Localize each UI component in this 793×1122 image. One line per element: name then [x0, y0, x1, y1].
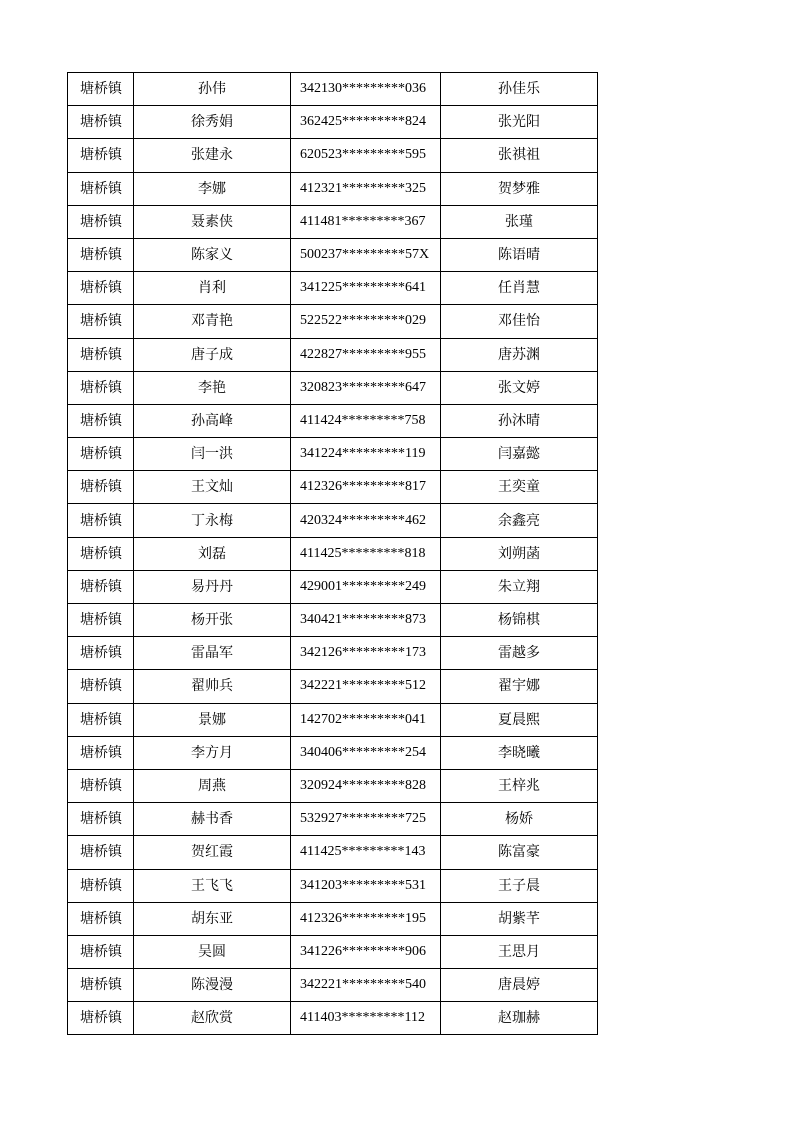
- town-cell: 塘桥镇: [68, 305, 134, 338]
- applicant-name-cell: 肖利: [134, 272, 291, 305]
- table-row: [68, 371, 598, 404]
- town-cell: 塘桥镇: [68, 836, 134, 869]
- table-row: [68, 172, 598, 205]
- table-row: [68, 471, 598, 504]
- town-cell: 塘桥镇: [68, 670, 134, 703]
- town-cell: 塘桥镇: [68, 769, 134, 802]
- child-name-cell: 王思月: [441, 935, 598, 968]
- table-row: [68, 504, 598, 537]
- id-number-cell: 411481*********367: [291, 205, 441, 238]
- table-row: [68, 73, 598, 106]
- applicant-name-cell: 赵欣赏: [134, 1002, 291, 1035]
- child-name-cell: 朱立翔: [441, 570, 598, 603]
- town-cell: 塘桥镇: [68, 1002, 134, 1035]
- table-row: [68, 404, 598, 437]
- table-row: [68, 338, 598, 371]
- town-cell: 塘桥镇: [68, 338, 134, 371]
- id-number-cell: 342221*********512: [291, 670, 441, 703]
- town-cell: 塘桥镇: [68, 238, 134, 271]
- applicant-name-cell: 吴圆: [134, 935, 291, 968]
- town-cell: 塘桥镇: [68, 604, 134, 637]
- child-name-cell: 张瑾: [441, 205, 598, 238]
- child-name-cell: 王奕童: [441, 471, 598, 504]
- applicant-name-cell: 陈家义: [134, 238, 291, 271]
- roster-table-body: [68, 73, 598, 1035]
- child-name-cell: 孙沐晴: [441, 404, 598, 437]
- child-name-cell: 孙佳乐: [441, 73, 598, 106]
- child-name-cell: 陈语晴: [441, 238, 598, 271]
- table-row: [68, 537, 598, 570]
- child-name-cell: 张文婷: [441, 371, 598, 404]
- town-cell: 塘桥镇: [68, 902, 134, 935]
- child-name-cell: 陈富豪: [441, 836, 598, 869]
- town-cell: 塘桥镇: [68, 637, 134, 670]
- child-name-cell: 邓佳怡: [441, 305, 598, 338]
- id-number-cell: 320823*********647: [291, 371, 441, 404]
- applicant-name-cell: 徐秀娟: [134, 106, 291, 139]
- applicant-name-cell: 王飞飞: [134, 869, 291, 902]
- applicant-name-cell: 贺红霞: [134, 836, 291, 869]
- table-row: [68, 139, 598, 172]
- child-name-cell: 任肖慧: [441, 272, 598, 305]
- town-cell: 塘桥镇: [68, 471, 134, 504]
- applicant-name-cell: 丁永梅: [134, 504, 291, 537]
- id-number-cell: 342126*********173: [291, 637, 441, 670]
- table-row: [68, 935, 598, 968]
- child-name-cell: 雷越多: [441, 637, 598, 670]
- table-row: [68, 670, 598, 703]
- child-name-cell: 张光阳: [441, 106, 598, 139]
- table-row: [68, 703, 598, 736]
- town-cell: 塘桥镇: [68, 969, 134, 1002]
- town-cell: 塘桥镇: [68, 205, 134, 238]
- table-row: [68, 902, 598, 935]
- applicant-name-cell: 闫一洪: [134, 438, 291, 471]
- applicant-name-cell: 易丹丹: [134, 570, 291, 603]
- applicant-name-cell: 唐子成: [134, 338, 291, 371]
- child-name-cell: 杨娇: [441, 803, 598, 836]
- applicant-name-cell: 赫书香: [134, 803, 291, 836]
- table-row: [68, 570, 598, 603]
- town-cell: 塘桥镇: [68, 935, 134, 968]
- id-number-cell: 429001*********249: [291, 570, 441, 603]
- town-cell: 塘桥镇: [68, 736, 134, 769]
- child-name-cell: 张祺祖: [441, 139, 598, 172]
- id-number-cell: 362425*********824: [291, 106, 441, 139]
- id-number-cell: 142702*********041: [291, 703, 441, 736]
- id-number-cell: 411424*********758: [291, 404, 441, 437]
- applicant-name-cell: 周燕: [134, 769, 291, 802]
- child-name-cell: 胡紫芊: [441, 902, 598, 935]
- table-row: [68, 869, 598, 902]
- table-row: [68, 238, 598, 271]
- id-number-cell: 420324*********462: [291, 504, 441, 537]
- id-number-cell: 620523*********595: [291, 139, 441, 172]
- id-number-cell: 340406*********254: [291, 736, 441, 769]
- id-number-cell: 412321*********325: [291, 172, 441, 205]
- table-row: [68, 604, 598, 637]
- table-row: [68, 438, 598, 471]
- town-cell: 塘桥镇: [68, 272, 134, 305]
- applicant-name-cell: 孙伟: [134, 73, 291, 106]
- roster-table: [67, 72, 598, 1035]
- table-row: [68, 1002, 598, 1035]
- child-name-cell: 闫嘉懿: [441, 438, 598, 471]
- town-cell: 塘桥镇: [68, 404, 134, 437]
- applicant-name-cell: 雷晶军: [134, 637, 291, 670]
- child-name-cell: 刘朔菡: [441, 537, 598, 570]
- id-number-cell: 411425*********143: [291, 836, 441, 869]
- applicant-name-cell: 邓青艳: [134, 305, 291, 338]
- child-name-cell: 王子晨: [441, 869, 598, 902]
- table-row: [68, 736, 598, 769]
- id-number-cell: 411425*********818: [291, 537, 441, 570]
- child-name-cell: 唐苏渊: [441, 338, 598, 371]
- town-cell: 塘桥镇: [68, 139, 134, 172]
- town-cell: 塘桥镇: [68, 570, 134, 603]
- id-number-cell: 412326*********195: [291, 902, 441, 935]
- table-row: [68, 205, 598, 238]
- table-row: [68, 106, 598, 139]
- id-number-cell: 412326*********817: [291, 471, 441, 504]
- id-number-cell: 500237*********57X: [291, 238, 441, 271]
- id-number-cell: 341226*********906: [291, 935, 441, 968]
- id-number-cell: 522522*********029: [291, 305, 441, 338]
- table-row: [68, 272, 598, 305]
- id-number-cell: 341224*********119: [291, 438, 441, 471]
- child-name-cell: 余鑫亮: [441, 504, 598, 537]
- id-number-cell: 340421*********873: [291, 604, 441, 637]
- id-number-cell: 342221*********540: [291, 969, 441, 1002]
- town-cell: 塘桥镇: [68, 106, 134, 139]
- town-cell: 塘桥镇: [68, 869, 134, 902]
- applicant-name-cell: 张建永: [134, 139, 291, 172]
- child-name-cell: 王梓兆: [441, 769, 598, 802]
- child-name-cell: 唐晨婷: [441, 969, 598, 1002]
- town-cell: 塘桥镇: [68, 371, 134, 404]
- child-name-cell: 夏晨熙: [441, 703, 598, 736]
- applicant-name-cell: 刘磊: [134, 537, 291, 570]
- id-number-cell: 320924*********828: [291, 769, 441, 802]
- town-cell: 塘桥镇: [68, 803, 134, 836]
- table-row: [68, 836, 598, 869]
- applicant-name-cell: 翟帅兵: [134, 670, 291, 703]
- town-cell: 塘桥镇: [68, 537, 134, 570]
- id-number-cell: 342130*********036: [291, 73, 441, 106]
- id-number-cell: 341225*********641: [291, 272, 441, 305]
- town-cell: 塘桥镇: [68, 438, 134, 471]
- child-name-cell: 贺梦雅: [441, 172, 598, 205]
- applicant-name-cell: 李艳: [134, 371, 291, 404]
- id-number-cell: 422827*********955: [291, 338, 441, 371]
- id-number-cell: 532927*********725: [291, 803, 441, 836]
- applicant-name-cell: 胡东亚: [134, 902, 291, 935]
- table-row: [68, 803, 598, 836]
- id-number-cell: 341203*********531: [291, 869, 441, 902]
- table-row: [68, 769, 598, 802]
- table-row: [68, 969, 598, 1002]
- town-cell: 塘桥镇: [68, 73, 134, 106]
- applicant-name-cell: 李方月: [134, 736, 291, 769]
- table-row: [68, 305, 598, 338]
- applicant-name-cell: 李娜: [134, 172, 291, 205]
- applicant-name-cell: 杨开张: [134, 604, 291, 637]
- applicant-name-cell: 陈漫漫: [134, 969, 291, 1002]
- town-cell: 塘桥镇: [68, 172, 134, 205]
- id-number-cell: 411403*********112: [291, 1002, 441, 1035]
- applicant-name-cell: 孙高峰: [134, 404, 291, 437]
- town-cell: 塘桥镇: [68, 504, 134, 537]
- table-row: [68, 637, 598, 670]
- child-name-cell: 李晓曦: [441, 736, 598, 769]
- town-cell: 塘桥镇: [68, 703, 134, 736]
- applicant-name-cell: 聂素侠: [134, 205, 291, 238]
- child-name-cell: 杨锦棋: [441, 604, 598, 637]
- applicant-name-cell: 景娜: [134, 703, 291, 736]
- child-name-cell: 翟宇娜: [441, 670, 598, 703]
- applicant-name-cell: 王文灿: [134, 471, 291, 504]
- child-name-cell: 赵珈赫: [441, 1002, 598, 1035]
